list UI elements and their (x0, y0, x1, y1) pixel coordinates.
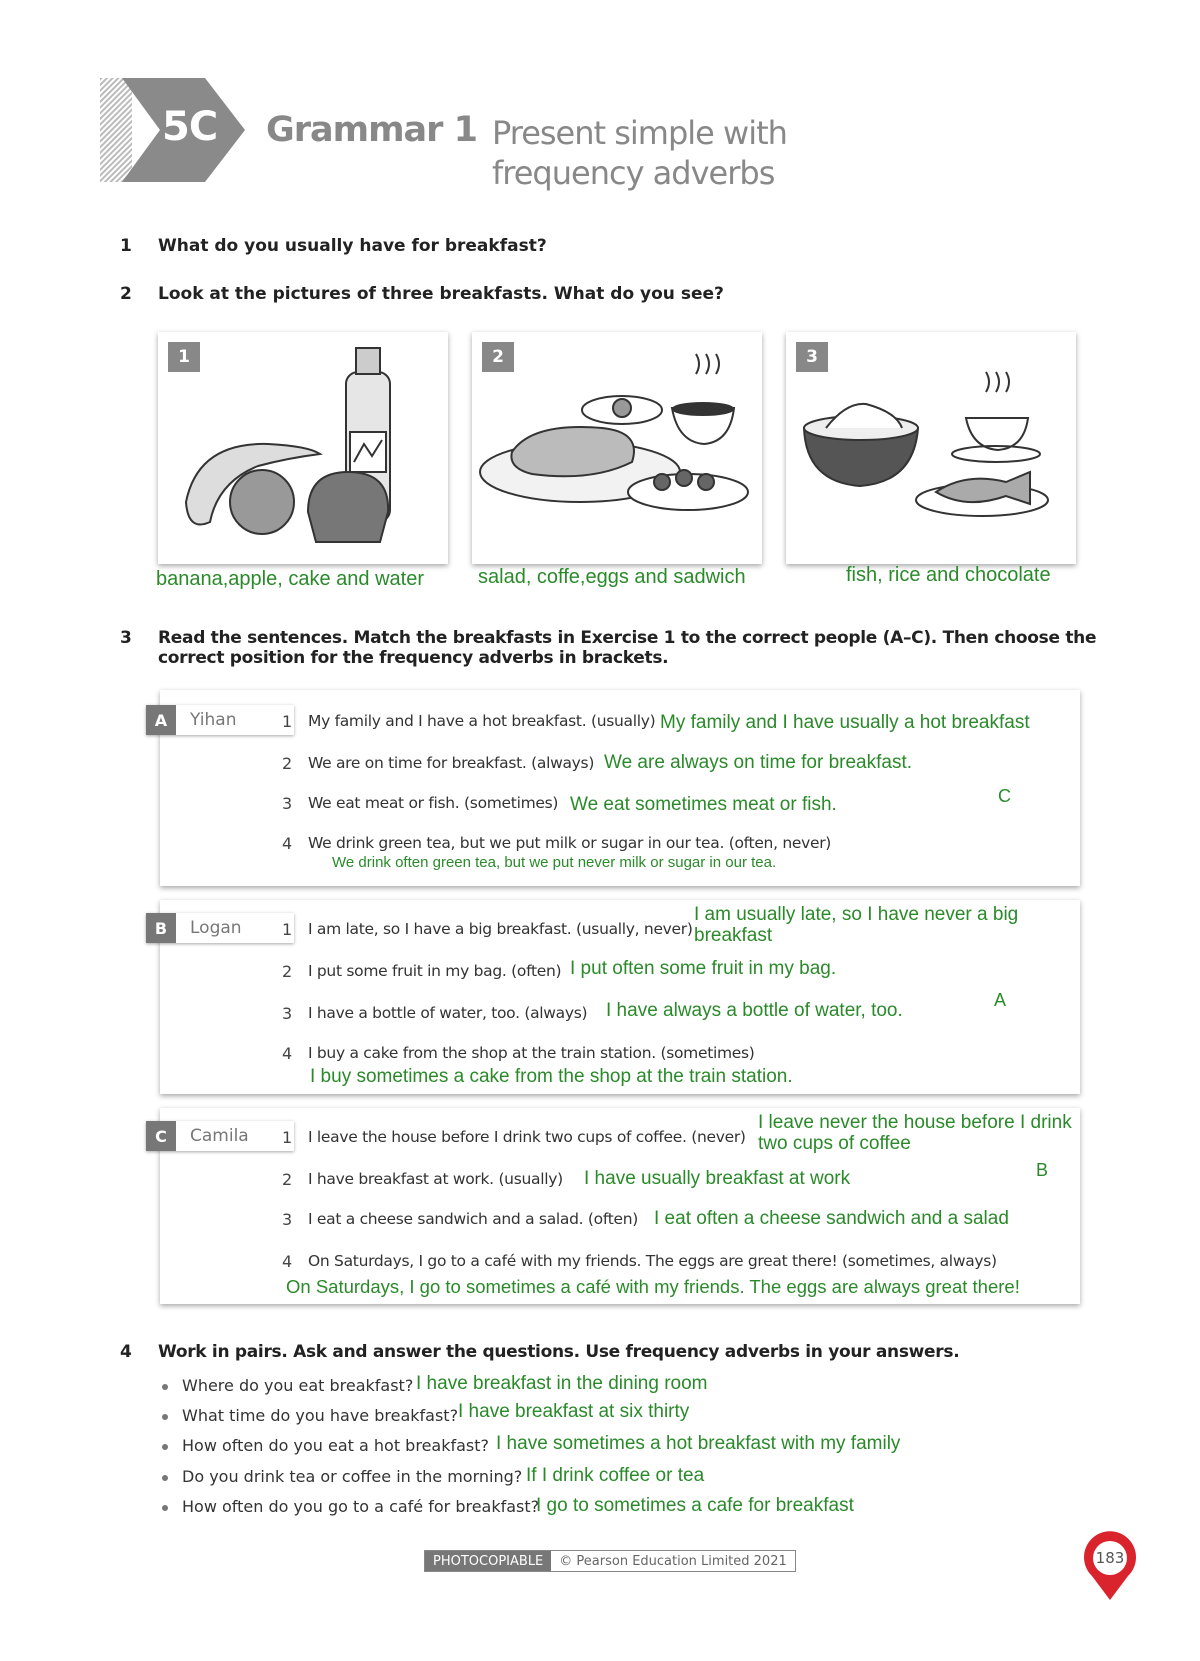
sentence-text: We eat meat or fish. (sometimes) (308, 794, 559, 812)
person-tag-yihan (146, 705, 294, 735)
sentence-number: 1 (282, 1128, 293, 1147)
sentence-number: 2 (282, 1170, 293, 1189)
question-answer: I have sometimes a hot breakfast with my family (496, 1433, 901, 1454)
breakfast-picture-2 (472, 332, 762, 564)
exercise-3-number: 3 (120, 628, 132, 648)
person-letter: B (146, 913, 176, 943)
exercise-3-instruction-line1: Read the sentences. Match the breakfasts in Exercise 1 to the correct people (A–C). Then choose the (158, 628, 1097, 648)
bullet-icon (162, 1414, 168, 1420)
unit-code: 5C (162, 104, 218, 150)
exercise-1-number: 1 (120, 236, 132, 256)
sentence-text: I put some fruit in my bag. (often) (308, 962, 562, 980)
sentence-text: I buy a cake from the shop at the train station. (sometimes) (308, 1044, 755, 1062)
sentence-number: 4 (282, 834, 293, 853)
sentence-answer: I have always a bottle of water, too. (606, 1000, 903, 1021)
question-answer: If I drink coffee or tea (526, 1465, 705, 1486)
sentence-number: 2 (282, 754, 293, 773)
sentence-text: We drink green tea, but we put milk or sugar in our tea. (often, never) (308, 834, 832, 852)
page-title: Grammar 1 (266, 110, 477, 150)
question-answer: I have breakfast at six thirty (458, 1401, 690, 1422)
sentence-answer: On Saturdays, I go to sometimes a café with my friends. The eggs are always great there! (286, 1276, 1020, 1297)
question-text: What time do you have breakfast? (182, 1406, 459, 1425)
page-number-pin (1082, 1530, 1138, 1602)
sentence-answer: I put often some fruit in my bag. (570, 958, 837, 979)
sentence-text: We are on time for breakfast. (always) (308, 754, 595, 772)
unit-banner (100, 78, 250, 182)
sentence-answer-line2: two cups of coffee (758, 1133, 911, 1154)
picture-number: 2 (482, 342, 514, 372)
sentence-number: 3 (282, 794, 293, 813)
exercise-4-number: 4 (120, 1342, 132, 1362)
picture-3-answer: fish, rice and chocolate (846, 564, 1051, 586)
question-item (162, 1497, 539, 1516)
question-item (162, 1436, 489, 1455)
sentence-answer: We are always on time for breakfast. (604, 752, 912, 773)
page-number: 183 (1095, 1549, 1125, 1567)
sentence-text: I am late, so I have a big breakfast. (usually, never) (308, 920, 693, 938)
picture-number: 3 (796, 342, 828, 372)
bullet-icon (162, 1475, 168, 1481)
question-text: Do you drink tea or coffee in the morning? (182, 1467, 523, 1486)
sentence-answer-line1: I am usually late, so I have never a big (694, 904, 1019, 925)
sentence-number: 3 (282, 1210, 293, 1229)
question-answer: I go to sometimes a cafe for breakfast (536, 1495, 854, 1516)
sentence-number: 1 (282, 712, 293, 731)
person-letter: C (146, 1121, 176, 1151)
breakfast-picture-3 (786, 332, 1076, 564)
sentence-answer: We eat sometimes meat or fish. (570, 794, 837, 815)
sentence-text: I leave the house before I drink two cups of coffee. (never) (308, 1128, 746, 1146)
question-item (162, 1406, 458, 1425)
sentence-answer-line2: breakfast (694, 925, 773, 946)
person-tag-logan (146, 913, 294, 943)
page-subtitle-line1: Present simple with (492, 114, 787, 152)
sentence-answer: My family and I have usually a hot breakfast (660, 712, 1030, 733)
person-name: Yihan (190, 710, 237, 730)
bullet-icon (162, 1444, 168, 1450)
sentence-answer: I buy sometimes a cake from the shop at the train station. (310, 1066, 793, 1087)
copyright-text: © Pearson Education Limited 2021 (559, 1553, 787, 1569)
page-subtitle-line2: frequency adverbs (492, 154, 775, 192)
match-answer: C (998, 786, 1011, 806)
sentence-number: 3 (282, 1004, 293, 1023)
sentence-text: On Saturdays, I go to a café with my friends. The eggs are great there! (sometimes, always) (308, 1252, 997, 1270)
sentence-text: I have breakfast at work. (usually) (308, 1170, 563, 1188)
rice-fish-tea-illustration (786, 332, 1076, 564)
sentence-number: 1 (282, 920, 293, 939)
question-text: Where do you eat breakfast? (182, 1376, 414, 1395)
banana-apple-muffin-water-illustration (158, 332, 448, 564)
footer-credit (424, 1550, 796, 1572)
exercise-3-instruction-line2: correct position for the frequency adverbs in brackets. (158, 648, 669, 668)
bullet-icon (162, 1384, 168, 1390)
person-tag-camila (146, 1121, 294, 1151)
sentence-answer: I have usually breakfast at work (584, 1168, 851, 1189)
bullet-icon (162, 1505, 168, 1511)
match-answer: B (1036, 1160, 1049, 1180)
sentence-text: My family and I have a hot breakfast. (usually) (308, 712, 656, 730)
question-answer: I have breakfast in the dining room (416, 1373, 708, 1394)
picture-1-answer: banana,apple, cake and water (156, 568, 424, 590)
sentence-number: 2 (282, 962, 293, 981)
exercise-4-instruction: Work in pairs. Ask and answer the questions. Use frequency adverbs in your answers. (158, 1342, 960, 1362)
exercise-2-number: 2 (120, 284, 132, 304)
sentence-answer-line1: I leave never the house before I drink (758, 1112, 1072, 1133)
sentence-text: I eat a cheese sandwich and a salad. (often) (308, 1210, 638, 1228)
picture-number: 1 (168, 342, 200, 372)
sentence-text: I have a bottle of water, too. (always) (308, 1004, 588, 1022)
question-item (162, 1376, 413, 1395)
sentence-number: 4 (282, 1044, 293, 1063)
question-text: How often do you eat a hot breakfast? (182, 1436, 490, 1455)
person-letter: A (146, 705, 176, 735)
sentence-answer: I eat often a cheese sandwich and a salad (654, 1208, 1009, 1229)
sentence-number: 4 (282, 1252, 293, 1271)
question-text: How often do you go to a café for breakfast? (182, 1497, 540, 1516)
photocopiable-badge: PHOTOCOPIABLE (425, 1551, 551, 1571)
picture-2-answer: salad, coffe,eggs and sadwich (478, 566, 746, 588)
person-name: Logan (190, 918, 242, 938)
breakfast-picture-1 (158, 332, 448, 564)
exercise-1-instruction: What do you usually have for breakfast? (158, 236, 547, 256)
exercise-2-instruction: Look at the pictures of three breakfasts. What do you see? (158, 284, 724, 304)
person-name: Camila (190, 1126, 249, 1146)
sentence-answer: We drink often green tea, but we put never milk or sugar in our tea. (332, 854, 777, 871)
match-answer: A (994, 990, 1007, 1010)
eggs-sandwich-salad-coffee-illustration (472, 332, 762, 564)
question-item (162, 1467, 522, 1486)
